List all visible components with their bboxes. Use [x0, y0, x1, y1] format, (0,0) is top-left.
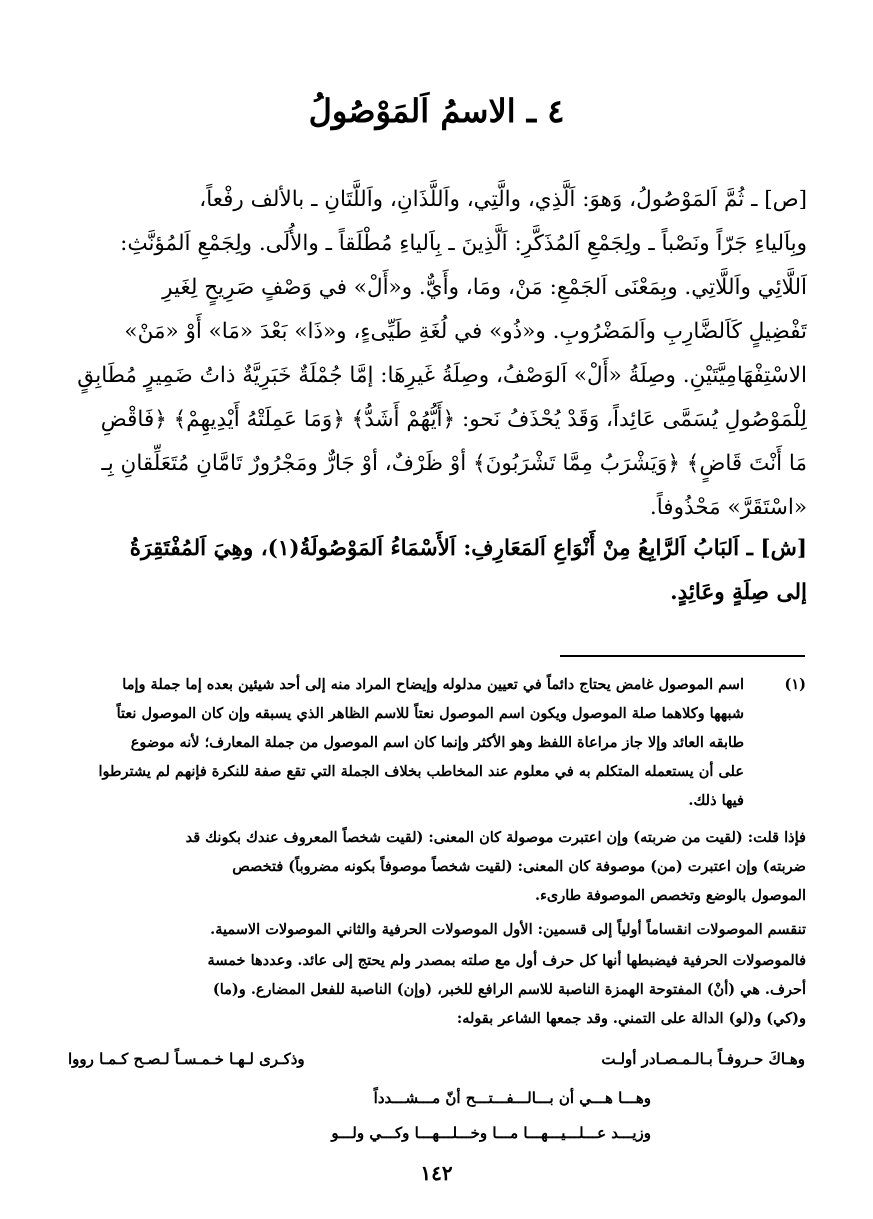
chapter-title: ٤ ـ الاسمُ اَلمَوْصُولُ [308, 92, 565, 130]
footnote-line: و(كي) و(لو) الدالة على التمني. وقد جمعها الشاعر بقوله: [456, 1010, 806, 1027]
matn-line: تَفْضِيلٍ كَاَلضَّارِبِ واَلمَضْرُوبِ. و«ذُو» في لُغَةِ طَيِّىءٍ، و«ذَا» بَعْدَ «مَا» أَوْ «مَنْ» [124, 319, 807, 344]
footnote-line: ضربته) وإن اعتبرت (من) موصوفة كان المعنى: (لقيت شخصاً موصوفاً بكونه مضروباً) فتخصص [232, 858, 806, 875]
footnote-divider [560, 655, 805, 657]
footnote [70, 670, 806, 815]
verse-line: وزيـــد عـــلـــيـــهـــا مـــا وخـــلـــهـــا وكـــي ولـــو [331, 1124, 651, 1142]
matn-paragraph [72, 178, 807, 530]
sharh-line: إلى صِلَةٍ وعَائِدٍ. [670, 580, 807, 605]
matn-line: الاسْتِفْهَامِيَّتَيْنِ. وصِلَةُ «أَلْ» اَلوَصْفُ، وصِلَةُ غَيرِهَا: إمَّا جُمْلَةٌ خَبَرِيَّةٌ ذاتُ ضَمِيرٍ مُطَابِقٍ [77, 363, 807, 388]
matn-line: وبِاَلياءِ جَرّاً ونَصْباً ـ ولِجَمْعِ اَلمُذَكَّرِ: اَلَّذِينَ ـ بِاَلياءِ مُطْلَقاً ـ والأُلَى. ولِجَمْعِ اَلمُؤنَّثِ: [120, 231, 807, 256]
footnote-line: فالموصولات الحرفية فيضبطها أنها كل حرف أول مع صلته بمصدر ولم يحتج إلى عائد. وعددها خمسة [207, 952, 806, 969]
footnote-line: فإذا قلت: (لقيت من ضربته) وإن اعتبرت موصولة كان المعنى: (لقيت شخصاً المعروف عندك بكونك قد [185, 829, 806, 846]
matn-line: لِلْمَوْصُولِ يُسَمَّى عَائِداً، وَقَدْ يُحْذَفُ نَحو: ﴿أَيُّهُمْ أَشَدُّ﴾ ﴿وَمَا عَمِلَتْهُ أَيْدِيهِمْ﴾ ﴿فَاقْضِ [100, 407, 807, 432]
footnote-line: فيها ذلك. [688, 792, 744, 809]
footnote-paragraph [70, 670, 806, 815]
footnote-paragraph [70, 823, 806, 910]
matn-line: «اسْتَقَرَّ» مَحْذُوفاً. [649, 495, 807, 520]
footnote-paragraph [70, 946, 806, 1033]
sharh-paragraph [72, 527, 807, 615]
footnote-line: طابقه العائد وإلا جاز مراعاة اللفظ وهو الأكثر وإنما كان اسم الموصول من جملة المعارف؛ لأنه موضوع [130, 734, 744, 751]
footnote-line: على أن يستعمله المتكلم به في معلوم عند المخاطب بخلاف الجملة التي تقع صفة للنكرة فإنهم لم يشترطوا [98, 763, 744, 780]
footnote-line: الموصول بالوضع وتخصص الموصوفة طارىء. [535, 887, 806, 904]
verse-second-hemistich: وذكـرى لـهـا خـمـسـاً لـصـح كـمـا رووا [68, 1050, 305, 1068]
footnote-line: أحرف. هي (أنْ) المفتوحة الهمزة الناصبة للاسم الرافع للخبر، (وإن) الناصبة للفعل المضارع. و(ما) [212, 981, 806, 998]
footnote-line: تنقسم الموصولات انقساماً أولياً إلى قسمين: الأول الموصولات الحرفية والثاني الموصولات الاسمية. [210, 921, 806, 938]
footnote-line: اسم الموصول غامض يحتاج دائماً في تعيين مدلوله وإيضاح المراد منه إلى أحد شيئين بعده إما جملة وإما [122, 676, 744, 693]
sharh-line: [ش] ـ اَلبَابُ اَلرَّابِعُ مِنْ أَنْوَاعِ اَلمَعَارِفِ: اَلأَسْمَاءُ اَلمَوْصُولَةُ(١)، وهِيَ اَلمُفْتَقِرَةُ [129, 536, 807, 561]
matn-line: مَا أَنْتَ قَاضٍ﴾ ﴿وَيَشْرَبُ مِمَّا تَشْرَبُونَ﴾ أوْ ظَرْفٌ، أوْ جَارٌّ ومَجْرُورٌ تَامَّانِ مُتَعَلِّقانِ بِـ [101, 451, 807, 476]
matn-line: اَللَّائِي واَللَّاتِي. وبِمَعْنَى اَلجَمْعِ: مَنْ، ومَا، وأَيٌّ. و«أَلْ» في وَصْفٍ صَرِيحٍ لِغَيرِ [162, 275, 807, 300]
verse-line: وهـــا هـــي أن بـــالـــفـــتـــح أنّ مـــشـــدداً [373, 1089, 651, 1107]
footnote-paragraph [70, 915, 806, 944]
page-number: ١٤٢ [420, 1161, 453, 1185]
matn-line: [ص] ـ ثُمَّ اَلمَوْصُولُ، وَهوَ: اَلَّذِي، والَّتِي، واَللَّذَانِ، واَللَّتَانِ ـ بالألف رفْعاً، [199, 187, 807, 212]
footnote-marker: (١) [784, 676, 806, 693]
verse-first-hemistich: وهـاكَ حـروفـاً بـالـمـصـادر أولـت [601, 1050, 805, 1068]
footnote-line: شبهها وكلاهما صلة الموصول ويكون اسم الموصول نعتاً للاسم الظاهر الذي يسبقه وإن كان الموصول نعتاً [116, 705, 744, 722]
